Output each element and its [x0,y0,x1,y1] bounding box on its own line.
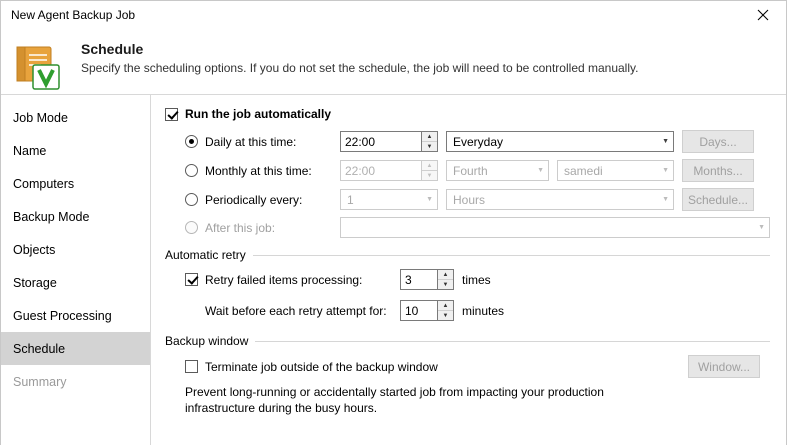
checkbox-box [185,273,198,286]
chevron-down-icon: ▼ [426,196,433,203]
monthly-day-combobox [557,160,674,181]
monthly-radio[interactable] [185,164,340,178]
retry-count-input[interactable]: 3 [400,269,438,290]
chevron-down-icon: ▼ [662,196,669,203]
title-bar [1,1,786,29]
sidebar-item-label: Schedule [13,341,66,356]
daily-time-spin-buttons[interactable] [422,131,438,152]
spin-up-icon[interactable]: ▲ [438,270,453,280]
monthly-time-input: 22:00 [340,160,422,181]
daily-row [185,130,770,153]
periodically-unit-combobox [446,189,674,210]
retry-failed-checkbox[interactable] [185,273,400,287]
spin-down-icon: ▼ [426,172,433,179]
window-title: New Agent Backup Job [11,7,136,22]
periodically-radio[interactable] [185,193,340,207]
wait-retry-row [205,300,770,321]
run-automatically-label: Run the job automatically [185,107,332,121]
sidebar-item-label: Name [13,143,47,158]
run-automatically-checkbox[interactable] [165,107,331,121]
monthly-row [185,159,770,182]
schedule-button: Schedule... [682,188,754,211]
spin-down-icon[interactable]: ▼ [442,312,449,319]
monthly-time-stepper [340,160,438,181]
close-icon[interactable] [740,1,786,29]
retry-times-suffix: times [462,272,491,287]
monthly-ordinal-combobox [446,160,549,181]
dialog-body [1,95,786,445]
spin-up-icon[interactable]: ▲ [438,301,453,311]
days-button: Days... [682,130,754,153]
spin-down-icon[interactable]: ▼ [442,281,449,288]
backup-window-label: Backup window [165,334,249,348]
run-automatically-row [165,107,770,121]
sidebar-item-label: Computers [13,176,75,191]
after-job-row [185,217,770,238]
terminate-job-label: Terminate job outside of the backup window [205,359,438,374]
automatic-retry-group-header [165,248,770,262]
daily-radio[interactable] [185,135,340,149]
periodically-interval-value: 1 [347,192,354,207]
group-divider [253,255,770,256]
backup-window-note-line1: Prevent long-running or accidentally started job from impacting your production [185,385,604,399]
sidebar-item-name[interactable] [1,134,150,167]
sidebar-item-guest-processing[interactable] [1,299,150,332]
months-button: Months... [682,159,754,182]
backup-window-note [185,384,665,416]
daily-time-input[interactable]: 22:00 [340,131,422,152]
page-title: Schedule [81,41,144,57]
group-divider [255,341,770,342]
periodically-unit-value: Hours [453,192,486,207]
sidebar-item-backup-mode[interactable] [1,200,150,233]
sidebar-item-label: Objects [13,242,56,257]
chevron-down-icon: ▼ [537,167,544,174]
sidebar-item-label: Guest Processing [13,308,112,323]
chevron-down-icon: ▼ [662,167,669,174]
close-glyph [757,9,769,21]
sidebar-item-label: Summary [13,374,67,389]
sidebar-item-storage[interactable] [1,266,150,299]
backup-window-note-line2: infrastructure during the busy hours. [185,401,378,415]
sidebar-item-summary [1,365,150,398]
wait-minutes-spin-buttons[interactable] [438,300,454,321]
veeam-schedule-icon [15,39,67,91]
periodically-interval-combobox [340,189,438,210]
wait-minutes-input[interactable]: 10 [400,300,438,321]
retry-count-spin-buttons[interactable] [438,269,454,290]
periodically-row [185,188,770,211]
radio-dot [185,164,198,177]
sidebar-item-computers[interactable] [1,167,150,200]
after-job-label: After this job: [205,220,276,235]
radio-dot [185,135,198,148]
sidebar-item-schedule[interactable] [1,332,150,365]
sidebar-item-label: Job Mode [13,110,68,125]
retry-failed-label: Retry failed items processing: [205,272,363,287]
header-text-block [67,37,638,75]
sidebar-item-job-mode[interactable] [1,101,150,134]
sidebar-item-label: Backup Mode [13,209,90,224]
checkbox-box [185,360,198,373]
automatic-retry-label: Automatic retry [165,248,246,262]
sidebar-item-label: Storage [13,275,57,290]
veeam-schedule-glyph [15,39,67,91]
window-button: Window... [688,355,760,378]
daily-label: Daily at this time: [205,134,297,149]
after-job-radio [185,221,340,235]
daily-frequency-value: Everyday [453,134,504,149]
terminate-job-checkbox[interactable] [185,360,688,374]
radio-dot [185,221,198,234]
wait-retry-label: Wait before each retry attempt for: [205,303,387,318]
checkbox-box [165,108,178,121]
retry-failed-row [185,269,770,290]
retry-count-stepper[interactable] [400,269,454,290]
terminate-job-row [185,355,770,378]
schedule-options-panel [151,95,786,445]
sidebar-item-objects[interactable] [1,233,150,266]
daily-time-stepper[interactable] [340,131,438,152]
spin-down-icon[interactable]: ▼ [426,143,433,150]
chevron-down-icon: ▼ [758,224,765,231]
monthly-day-value: samedi [564,163,603,178]
spin-up-icon[interactable]: ▲ [422,132,437,142]
chevron-down-icon: ▼ [662,138,669,145]
periodically-label: Periodically every: [205,192,303,207]
radio-dot [185,193,198,206]
daily-frequency-combobox[interactable] [446,131,674,152]
monthly-time-spin-buttons [422,160,438,181]
wait-minutes-suffix: minutes [462,303,505,318]
wizard-steps-sidebar [1,95,151,445]
backup-window-group-header [165,334,770,348]
wait-minutes-stepper[interactable] [400,300,454,321]
monthly-ordinal-value: Fourth [453,163,488,178]
page-subtitle: Specify the scheduling options. If you do not set the schedule, the job will need to be controlled manually. [81,61,639,75]
after-job-combobox [340,217,770,238]
dialog-header [1,29,786,95]
monthly-label: Monthly at this time: [205,163,312,178]
spin-up-icon: ▲ [422,161,437,171]
